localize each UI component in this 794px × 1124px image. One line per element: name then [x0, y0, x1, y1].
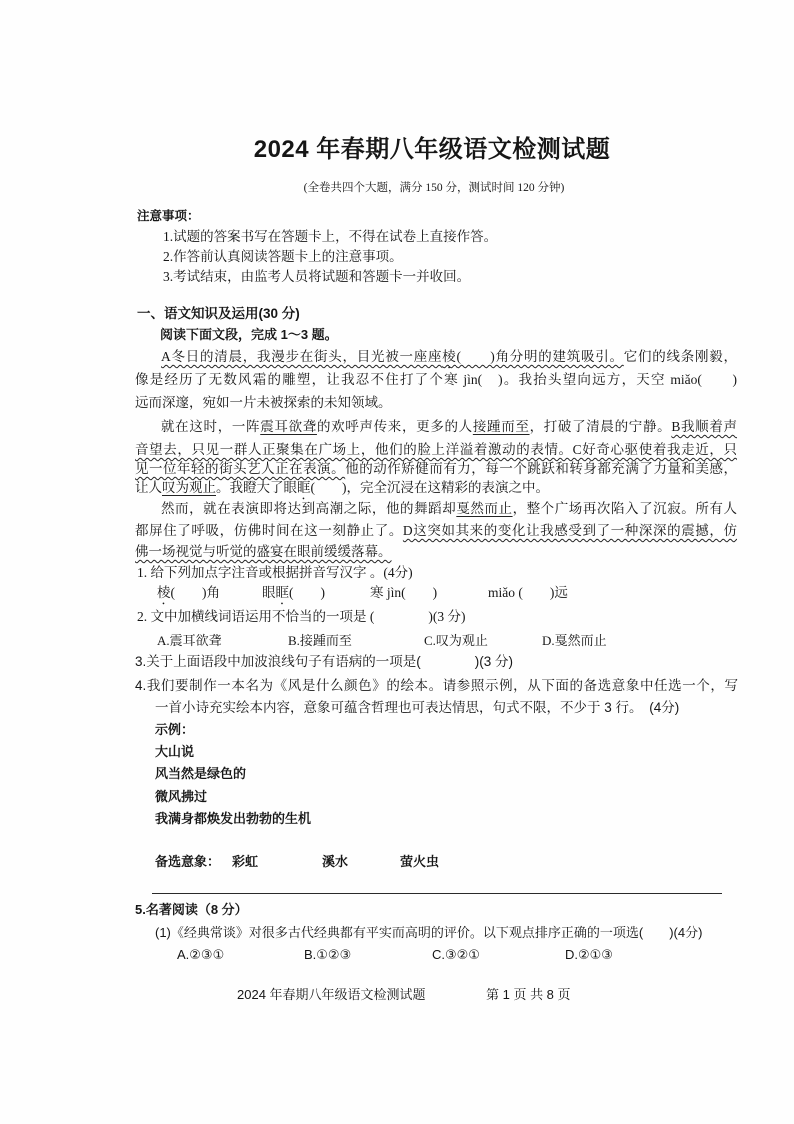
passage-text: 他的动作矫健而有力，每一个跳跃和转身都充满了力量和美感， — [345, 461, 738, 476]
passage-text: ，整个广场再次陷入了沉寂。所有人 — [512, 501, 737, 516]
q2-option-c: C.叹为观止 — [424, 633, 488, 648]
example-poem-line: 风当然是绿色的 — [155, 766, 247, 781]
reading-instruction: 阅读下面文段，完成 1～3 题。 — [160, 327, 338, 342]
exam-subtitle: (全卷共四个大题，满分 150 分，测试时间 120 分钟) — [303, 182, 565, 194]
page-title: 2024 年春期八年级语文检测试题 — [253, 136, 611, 163]
answer-writing-line — [152, 893, 722, 894]
q1-item: miǎo ( )远 — [488, 585, 568, 600]
example-poem-line: 我满身都焕发出勃勃的生机 — [155, 811, 312, 826]
imagery-option: 萤火虫 — [400, 854, 440, 869]
example-poem-line: 大山说 — [155, 744, 195, 759]
question-5-heading: 5.名著阅读（8 分） — [135, 902, 248, 917]
dotted-character: 棱 — [442, 349, 457, 364]
section-heading: 一、语文知识及运用(30 分) — [137, 306, 300, 321]
q2-option-b: B.接踵而至 — [288, 633, 352, 648]
passage-text: 就在这时，一阵 — [161, 419, 261, 434]
dotted-character: 棱 — [157, 585, 171, 600]
question-4-stem-line — [135, 676, 738, 696]
answer-blank-text: ( ) — [289, 585, 325, 600]
wavy-underlined-sentence: ( )角分明的建筑吸引。 — [456, 349, 624, 364]
q5-option-c: C.③②① — [432, 947, 480, 962]
wavy-underlined-sentence: D这突如其来的变化让我感受到了一种深深的震撼，仿 — [402, 523, 737, 538]
q1-item-text: 眼 — [262, 585, 276, 600]
wavy-underlined-sentence: 见一位年轻的街头艺人正在表演。 — [135, 461, 346, 476]
q5-option-a: A.②③① — [177, 947, 225, 962]
q1-item — [157, 583, 220, 608]
dotted-character: 眶 — [275, 585, 289, 600]
passage-line — [135, 417, 737, 437]
question-5-1-stem: (1)《经典常谈》对很多古代经典都有平实而高明的评价。以下观点排序正确的一项选( )(4分) — [155, 925, 703, 940]
q1-item — [262, 583, 325, 608]
notice-heading: 注意事项： — [137, 209, 200, 223]
passage-line — [135, 542, 737, 562]
question-3-stem: 3.关于上面语段中加波浪线句子有语病的一项是( )(3 分) — [135, 654, 513, 669]
passage-text: 。我瞪大了眼 — [216, 480, 297, 495]
q5-option-d: D.②①③ — [565, 947, 613, 962]
passage-text: ( )，完全沉浸在这精彩的表演之中。 — [310, 480, 549, 495]
passage-line — [135, 393, 737, 413]
wavy-underlined-sentence: A冬日的清晨，我漫步在街头，目光被一座座 — [161, 349, 443, 364]
example-poem-line: 微风拂过 — [155, 789, 208, 804]
passage-text: 让人 — [135, 480, 162, 495]
wavy-underlined-sentence: 佛一场视觉与听觉的盛宴在眼前缓缓落幕。 — [135, 544, 392, 559]
passage-text: ，打破了清晨的宁静。 — [529, 419, 672, 434]
underlined-word: 戛然而止 — [456, 501, 513, 516]
answer-blank-text: ( )角 — [170, 585, 220, 600]
q5-option-b: B.①②③ — [304, 947, 352, 962]
underlined-word: 叹为观止 — [162, 480, 216, 495]
passage-text: 都屏住了呼吸，仿佛时间在这一刻静止了。 — [135, 523, 403, 538]
underlined-word: 接踵而至 — [472, 419, 530, 434]
passage-line — [135, 499, 737, 519]
q2-option-a: A.震耳欲聋 — [157, 633, 222, 648]
imagery-option: 溪水 — [322, 854, 349, 869]
dotted-character: 眶 — [297, 480, 311, 495]
passage-text: 的欢呼声传来，更多的人 — [316, 419, 473, 434]
wavy-underlined-sentence: 音望去，只见一群人正聚集在广场上，他们的脸上洋溢着激动的表情。C好奇心驱使着我走近，只 — [135, 442, 737, 457]
question-1-stem: 1. 给下列加点字注音或根据拼音写汉字 。(4分) — [137, 565, 413, 580]
passage-text: 然而，就在表演即将达到高潮之际，他的舞蹈却 — [161, 501, 457, 516]
imagery-options-label: 备选意象： — [155, 854, 221, 869]
passage-line — [135, 521, 737, 541]
passage-text: 远而深邃，宛如一片未被探索的未知领域。 — [135, 395, 392, 410]
notice-item: 3.考试结束，由监考人员将试题和答题卡一并收回。 — [163, 269, 471, 284]
notice-item: 2.作答前认真阅读答题卡上的注意事项。 — [163, 249, 403, 264]
wavy-underlined-sentence: B我顺着声 — [671, 419, 738, 434]
imagery-option: 彩虹 — [232, 854, 259, 869]
page-number: 第 1 页 共 8 页 — [486, 987, 571, 1002]
underlined-word: 震耳欲聋 — [260, 419, 317, 434]
passage-line — [135, 370, 737, 390]
footer-title: 2024 年春期八年级语文检测试题 — [237, 987, 426, 1002]
passage-line — [135, 459, 737, 479]
question-4-stem-line: 一首小诗充实绘本内容，意象可蕴含哲理也可表达情思，句式不限，不少于 3 行。 (4分) — [155, 700, 680, 715]
example-label: 示例： — [155, 722, 195, 737]
q1-item: 寒 jìn( ) — [370, 585, 438, 600]
notice-item: 1.试题的答案书写在答题卡上，不得在试卷上直接作答。 — [163, 229, 498, 244]
q2-option-d: D.戛然而止 — [542, 633, 607, 648]
passage-text: 它们的线条刚毅， — [623, 349, 737, 364]
passage-text: 像是经历了无数风霜的雕塑，让我忍不住打了个寒 jìn( )。我抬头望向远方，天空 miǎo( ) — [135, 372, 737, 387]
question-2-stem: 2. 文中加横线词语运用不恰当的一项是 ( )(3 分) — [137, 609, 466, 624]
question-4-text: 4.我们要制作一本名为《风是什么颜色》的绘本。请参照示例，从下面的备选意象中任选一个，写 — [135, 678, 738, 693]
passage-line — [135, 347, 737, 372]
passage-line — [135, 440, 737, 460]
